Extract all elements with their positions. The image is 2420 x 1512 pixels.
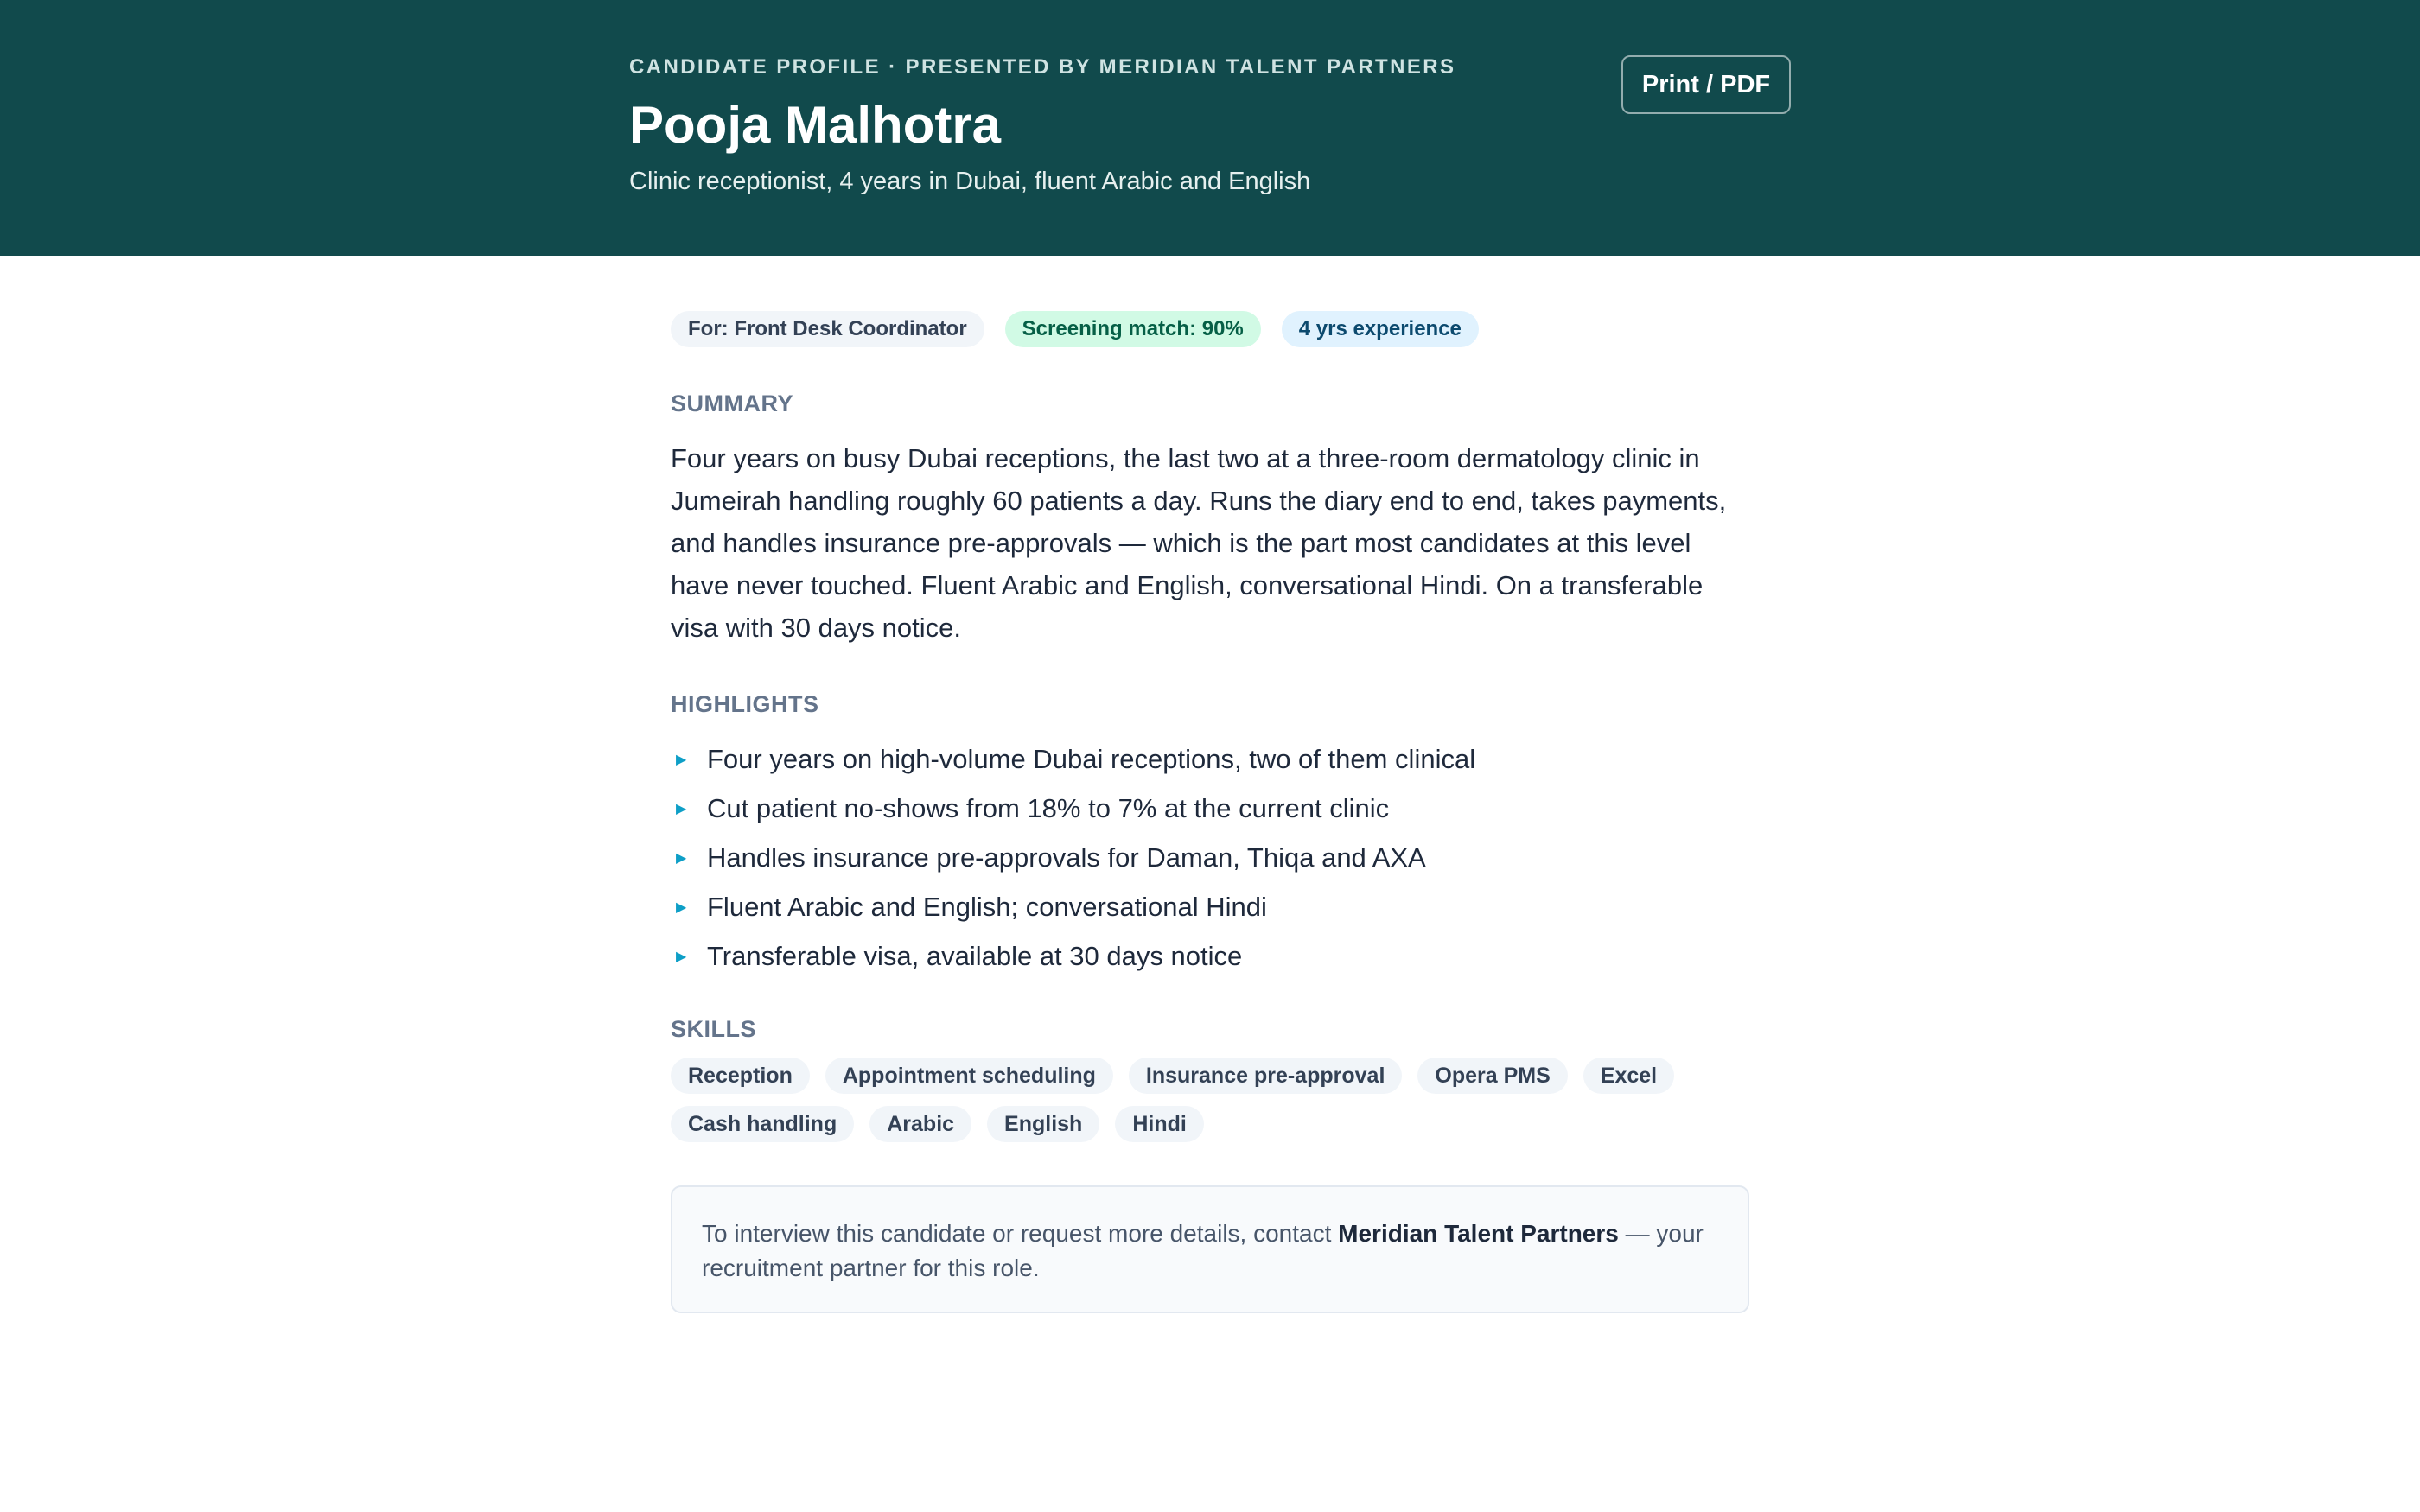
- summary-heading: SUMMARY: [671, 391, 793, 416]
- triangle-right-icon: ▶: [676, 801, 687, 816]
- profile-header: [0, 0, 2420, 256]
- contact-suffix: — your recruitment partner for this role.: [702, 1220, 1704, 1281]
- highlights-list: [671, 734, 1475, 981]
- skill-chip: English: [987, 1106, 1099, 1142]
- screening-match-badge: Screening match: 90%: [1005, 311, 1261, 347]
- highlight-item: ▶ Transferable visa, available at 30 days notice: [671, 931, 1475, 981]
- skills-heading: SKILLS: [671, 1016, 757, 1042]
- triangle-right-icon: ▶: [676, 949, 687, 964]
- skill-chip: Reception: [671, 1058, 810, 1094]
- triangle-right-icon: ▶: [676, 899, 687, 915]
- badge-row: [671, 311, 1479, 347]
- highlight-item: ▶ Handles insurance pre-approvals for Daman, Thiqa and AXA: [671, 833, 1475, 882]
- candidate-tagline: Clinic receptionist, 4 years in Dubai, fluent Arabic and English: [629, 168, 1311, 195]
- print-pdf-button[interactable]: Print / PDF: [1621, 55, 1791, 114]
- header-content: [629, 0, 1791, 256]
- highlights-heading: HIGHLIGHTS: [671, 691, 819, 717]
- experience-badge: 4 yrs experience: [1282, 311, 1479, 347]
- highlight-item: ▶ Cut patient no-shows from 18% to 7% at the current clinic: [671, 784, 1475, 833]
- candidate-name: Pooja Malhotra: [629, 96, 1002, 154]
- header-eyebrow: CANDIDATE PROFILE · PRESENTED BY MERIDIAN TALENT PARTNERS: [629, 55, 1456, 79]
- skill-chip: Cash handling: [671, 1106, 854, 1142]
- highlight-item: ▶ Four years on high-volume Dubai receptions, two of them clinical: [671, 734, 1475, 784]
- triangle-right-icon: ▶: [676, 752, 687, 767]
- contact-company: Meridian Talent Partners: [1338, 1220, 1619, 1247]
- contact-prefix: To interview this candidate or request more details, contact: [702, 1220, 1339, 1247]
- role-badge: For: Front Desk Coordinator: [671, 311, 984, 347]
- skill-chip: Excel: [1583, 1058, 1674, 1094]
- contact-callout: [671, 1185, 1749, 1313]
- highlight-item: ▶ Fluent Arabic and English; conversational Hindi: [671, 882, 1475, 931]
- skill-chip: Opera PMS: [1417, 1058, 1567, 1094]
- triangle-right-icon: ▶: [676, 850, 687, 866]
- skill-chip: Arabic: [869, 1106, 971, 1142]
- summary-text: Four years on busy Dubai receptions, the last two at a three-room dermatology clinic in Jumeirah handling roughly 60 patients a day. Runs the diary end to end, takes payments, and handles insurance pre-approvals — which is the part most candidates at this level have never touched. Fluent Arabic and English, conversational Hindi. On a transferable visa with 30 days notice.: [671, 443, 1727, 643]
- skill-chip: Appointment scheduling: [825, 1058, 1113, 1094]
- skills-list: [671, 1058, 1749, 1142]
- skill-chip: Insurance pre-approval: [1129, 1058, 1402, 1094]
- skill-chip: Hindi: [1115, 1106, 1204, 1142]
